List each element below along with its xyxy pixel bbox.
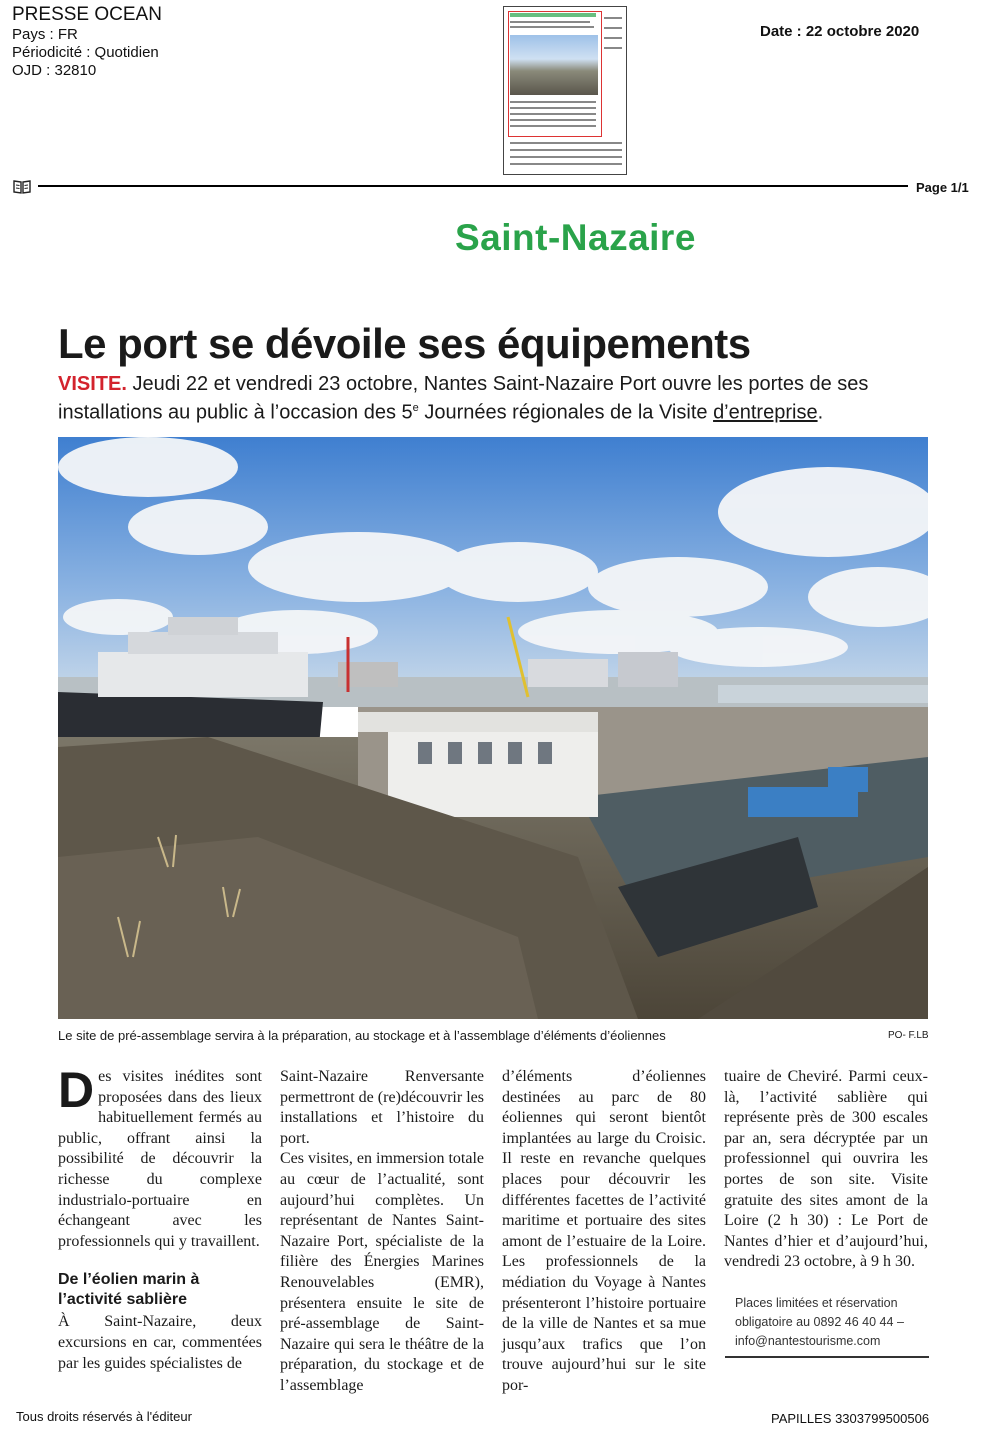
page-number: Page 1/1 — [916, 180, 969, 195]
document-code: PAPILLES 3303799500506 — [771, 1411, 930, 1426]
article-column-2 — [280, 1067, 484, 1397]
rights-notice: Tous droits réservés à l'éditeur — [16, 1409, 192, 1424]
article-column-3 — [502, 1067, 706, 1397]
photo-caption: Le site de pré-assemblage servira à la préparation, au stockage et à l’assemblage d’éléments d’éoliennes — [58, 1028, 666, 1043]
article-column-4 — [724, 1067, 928, 1273]
article-column-1 — [58, 1062, 262, 1374]
country-label: Pays : FR — [12, 26, 78, 43]
reservation-info: Places limitées et réservation obligatoire au 0892 46 40 44 – info@nantestourisme.com — [735, 1296, 904, 1348]
article-lede — [58, 372, 938, 425]
article-headline: Le port se dévoile ses équipements — [58, 320, 751, 367]
article-photo — [58, 437, 928, 1019]
lede-end: . — [817, 401, 824, 424]
lede-superscript: e — [412, 402, 419, 414]
lede-text-1: Jeudi 22 et vendredi 23 octobre, Nantes Saint-Nazaire Port ouvre les portes de ses installations au public à l’occasion des 5 — [58, 373, 869, 424]
lede-underlined: d’entreprise — [713, 401, 818, 424]
page-thumbnail[interactable] — [503, 6, 627, 175]
photo-credit: PO- F.LB — [888, 1030, 929, 1041]
ojd-label: OJD : 32810 — [12, 62, 97, 79]
article-subhead: De l’éolien marin à l’activité sablière — [58, 1271, 200, 1309]
press-metadata — [12, 4, 162, 80]
col2-paragraph-1: Saint-Nazaire Renversante permettront de (re)découvrir les installations et l’histoire du port. — [280, 1068, 484, 1147]
section-title: Saint-Nazaire — [455, 217, 696, 258]
lede-kicker: VISITE. — [58, 373, 127, 395]
col4-paragraph-1: tuaire de Cheviré. Parmi ceux-là, l’activité sablière qui représente près de 300 escales par an, sera décryptée par un professionnel qui ouvrira les portes de son site. Visite gratuite des sites amont de la Loire (2 h 30) : Le Port de Nantes d’hier et d’aujourd’hui, vendredi 23 octobre, à 9 h 30. — [724, 1068, 928, 1271]
publication-name: PRESSE OCEAN — [12, 4, 162, 25]
intro-paragraph — [58, 1062, 262, 1252]
book-icon[interactable] — [13, 179, 31, 194]
col2-paragraph-2: Ces visites, en immersion totale au cœur de l’actualité, sont aujourd’hui complètes. Un représentant de Nantes Saint-Nazaire Port, spécialiste de la filière des Énergies Marines Renouvelables (EMR), présentera ensuite le site de pré-assemblage de Saint-Nazaire qui sera le théâtre de la préparation, du stockage et de l’assemblage — [280, 1150, 484, 1394]
lede-text-2: Journées régionales de la Visite — [418, 401, 714, 424]
col1-text: es visites inédites sont proposées dans des lieux habituellement fermés au public, offrant ainsi la possibilité de découvrir la richesse du complexe industrialo-portuaire en échangeant avec les professionnels qui y travaillent. — [58, 1068, 262, 1250]
header-rule — [38, 185, 908, 187]
periodicity-label: Périodicité : Quotidien — [12, 44, 159, 61]
col1-paragraph-2: À Saint-Nazaire, deux excursions en car, commentées par les guides spécialistes de — [58, 1313, 262, 1372]
info-rule — [725, 1356, 929, 1358]
publication-date: Date : 22 octobre 2020 — [760, 23, 920, 40]
col3-paragraph-1: d’éléments d’éoliennes destinées au parc de 80 éoliennes qui seront bientôt implantées au large du Croisic. Il reste en revanche quelques places pour découvrir les différentes facettes de l’activité maritime et portuaire des sites amont de l’estuaire de la Loire. Les professionnels de la médiation du Voyage à Nantes présenteront l’histoire portuaire de la ville de Nantes et sa mue jusqu’aux trafics que l’on trouve aujourd’hui sur le site por- — [502, 1068, 706, 1394]
dropcap: D — [58, 1062, 95, 1118]
